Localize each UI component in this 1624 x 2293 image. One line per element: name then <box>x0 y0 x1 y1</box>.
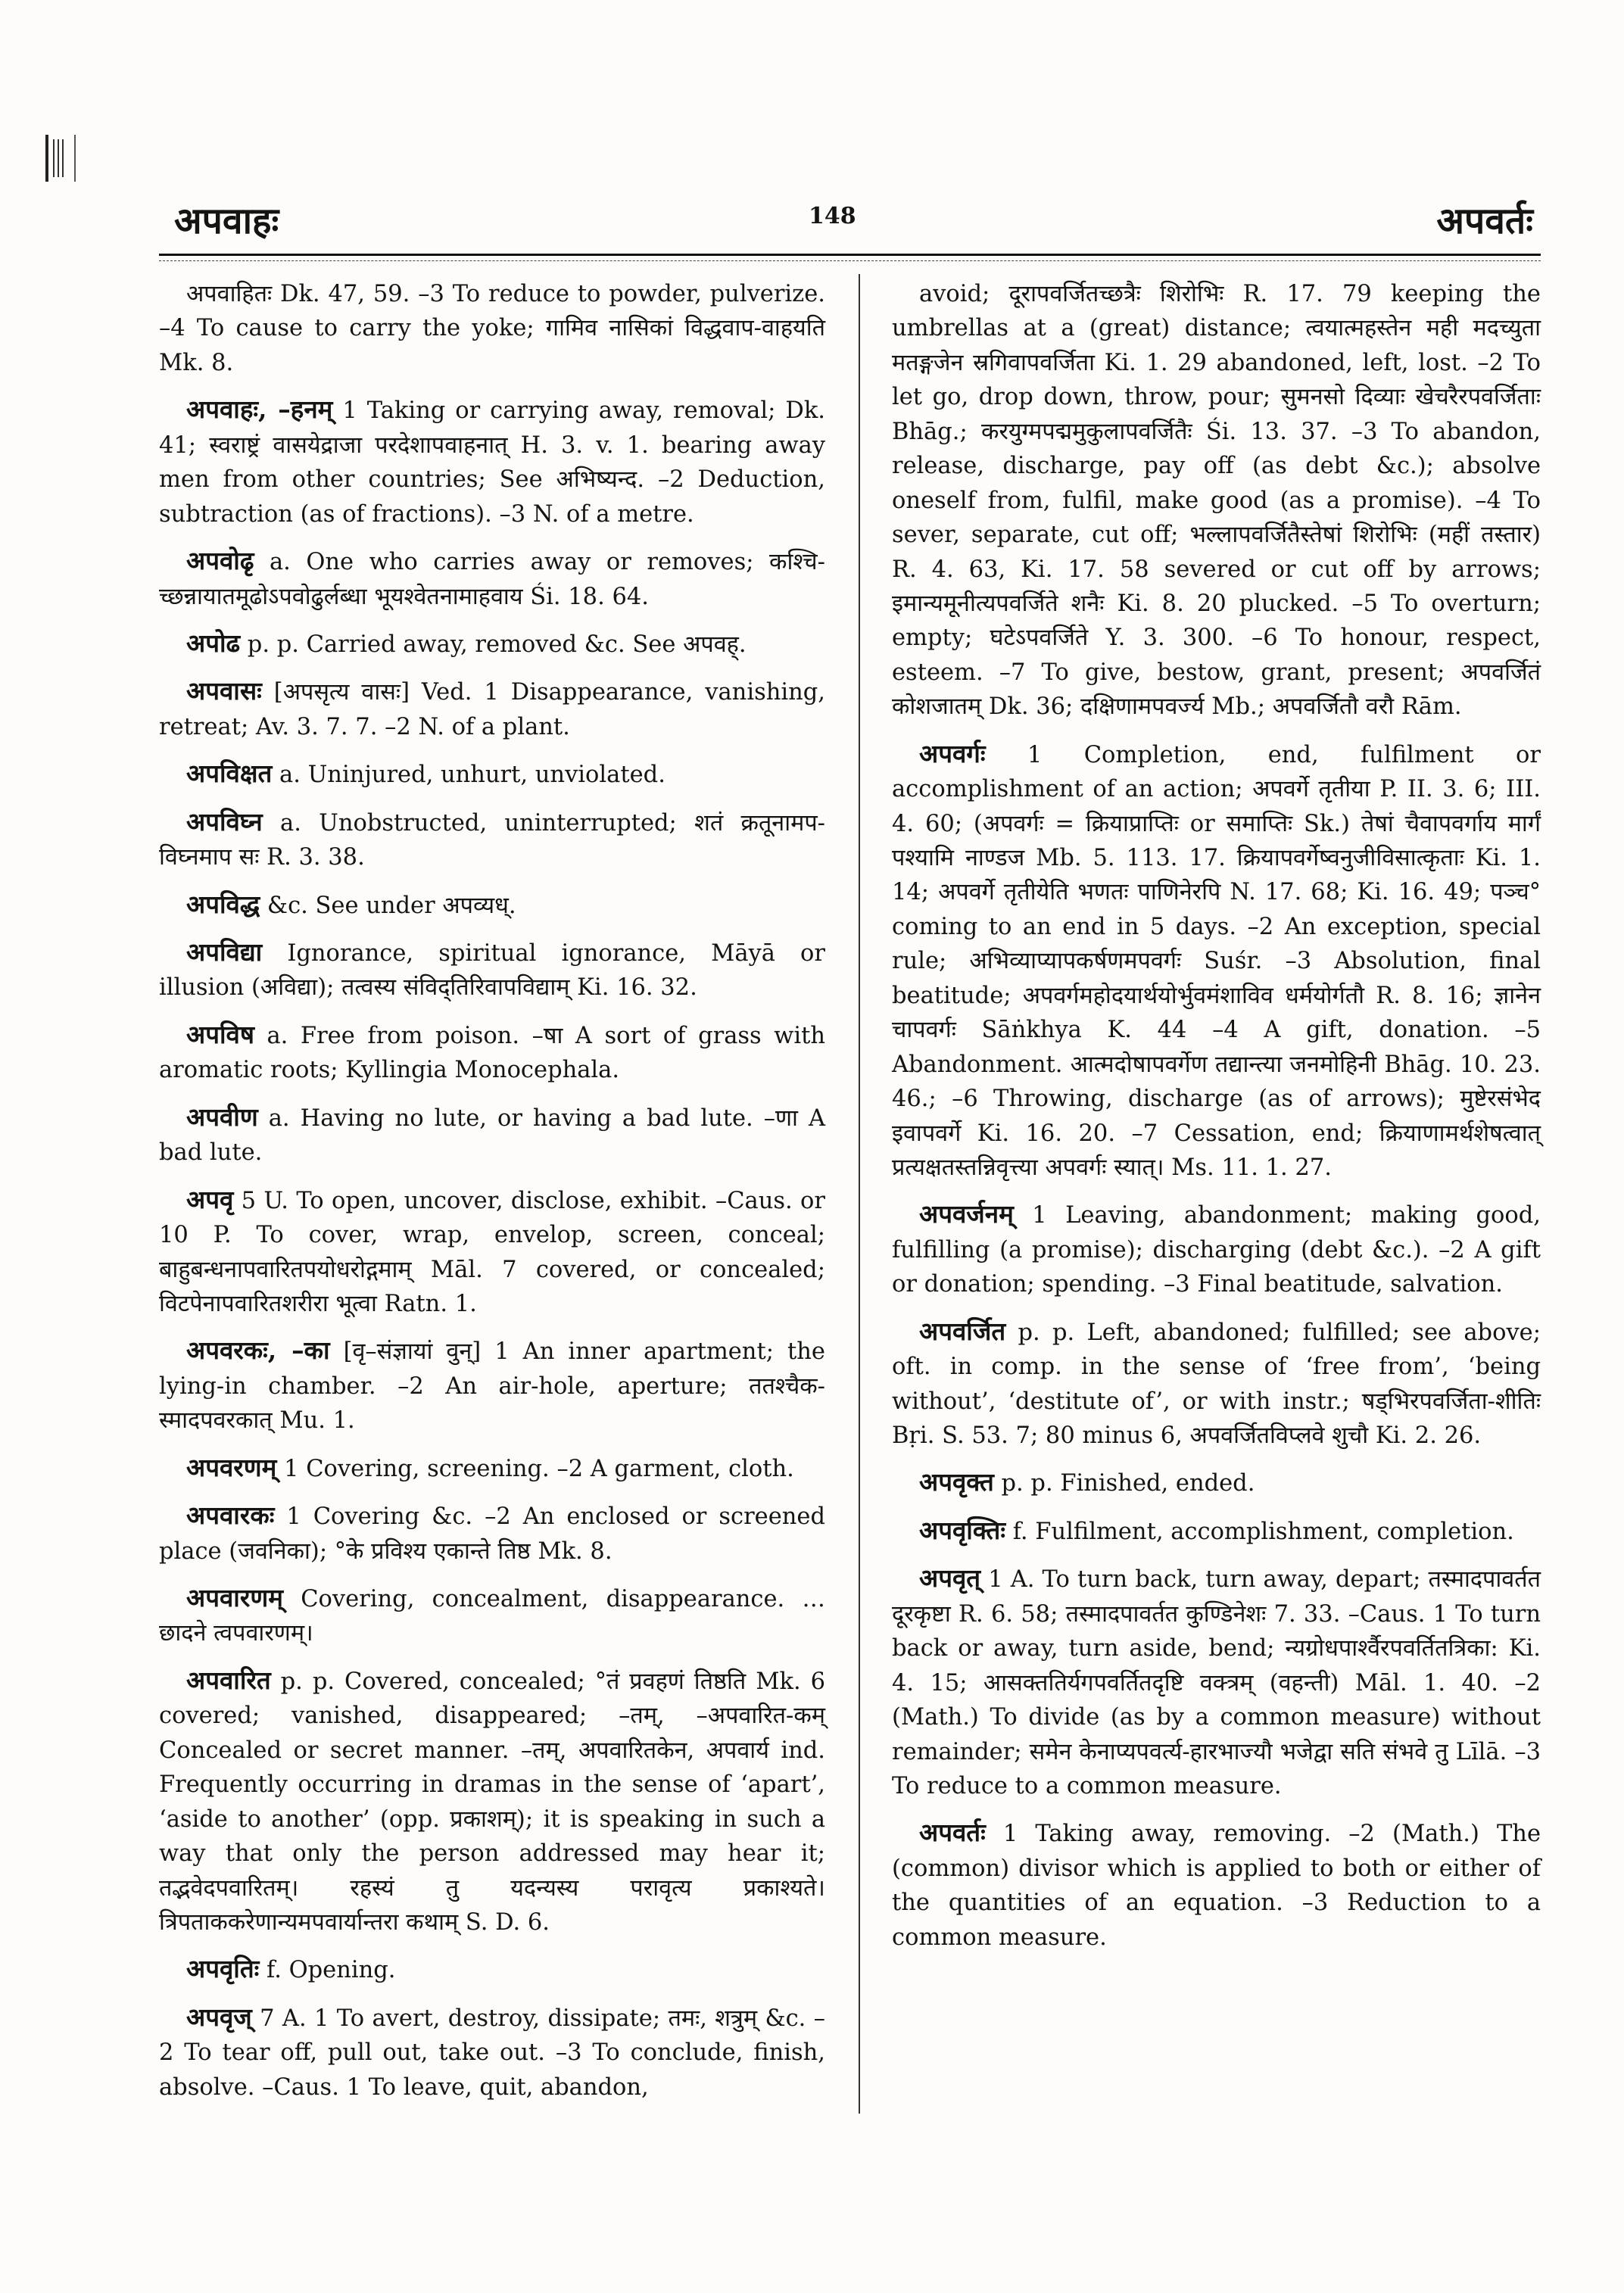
dictionary-entry <box>159 391 825 531</box>
entry-definition: p. p. Left, abandoned; fulfilled; see above; oft. in comp. in the sense of ‘free from’, ‘being without’, ‘destitute of’, or with instr.; षड्भिरपवर्जिता-शीतिः Bṛi. S. 53. 7; 80 minus 6, अपवर्जितविप्लवे शुचौ Ki. 2. 26. <box>892 1319 1541 1449</box>
entry-definition: Ignorance, spiritual ignorance, Māyā or illusion (अविद्या); तत्वस्य संविद्तिरिवापविद्याम् Ki. 16. 32. <box>159 940 825 1002</box>
dictionary-entry <box>159 1181 825 1322</box>
entry-definition: f. Opening. <box>259 1957 396 1984</box>
entry-definition: अपवाहितः Dk. 47, 59. –3 To reduce to powder, pulverize. –4 To cause to carry the yoke; गामिव नासिकां विद्धवाप-वाहयति Mk. 8. <box>159 281 825 376</box>
entry-headword: अपवृ <box>186 1184 234 1214</box>
entry-headword: अपवीण <box>186 1101 258 1132</box>
page-edge-mark <box>45 135 76 182</box>
entry-headword: अपवारणम् <box>186 1583 283 1612</box>
entry-headword: अपवासः <box>186 676 262 706</box>
entry-headword: अपविद्ध <box>186 889 260 919</box>
entry-headword: अपवर्तः <box>919 1818 986 1848</box>
entry-definition: a. Uninjured, unhurt, unviolated. <box>272 762 665 789</box>
dictionary-entry <box>892 1814 1541 1955</box>
entry-headword: अपविद्या <box>186 937 263 967</box>
entry-definition: &c. See under अपव्यध्. <box>260 892 516 919</box>
dictionary-entry <box>159 1098 825 1170</box>
dictionary-entry <box>159 803 825 875</box>
entry-headword: अपवर्जित <box>919 1316 1006 1346</box>
dictionary-entry <box>159 1999 825 2105</box>
dictionary-entry <box>159 672 825 744</box>
entry-definition: a. Unobstructed, uninterrupted; शतं क्रतूनामप-विघ्नमाप सः R. 3. 38. <box>159 809 825 871</box>
entry-headword: अपवर्गः <box>919 738 986 768</box>
dictionary-entry <box>159 755 825 792</box>
header-rule <box>159 254 1541 256</box>
entry-definition: p. p. Carried away, removed &c. See अपवह्. <box>240 631 747 658</box>
dictionary-entry <box>159 886 825 923</box>
dictionary-entry <box>159 1579 825 1651</box>
dictionary-entry <box>892 1195 1541 1301</box>
entry-headword: अपवारित <box>186 1665 271 1695</box>
column-divider <box>859 274 860 2114</box>
entry-definition: 1 A. To turn back, turn away, depart; तस्मादपावर्तत दूरकृष्टा R. 6. 58; तस्मादपावर्तत कुण्डिनेशः 7. 33. –Caus. 1 To turn back or away, turn aside, bend; न्यग्रोधपार्श्वैरपवर्तितत्रिका: Ki. 4. 15; आसक्ततिर्यगपवर्तितदृष्टि वक्त्रम् (वहन्ती) Māl. 1. 40. –2 (Math.) To divide (as by a common measure) without remainder; समेन केनाप्यपवर्त्य-हारभाज्यौ भजेद्वा सति संभवे तु Līlā. –3 To reduce to a common measure. <box>892 1566 1541 1799</box>
entry-definition: a. Free from poison. –षा A sort of grass with aromatic roots; Kyllingia Monocephala. <box>159 1022 825 1084</box>
entry-definition: a. Having no lute, or having a bad lute. –णा A bad lute. <box>159 1104 825 1167</box>
entry-headword: अपविघ्न <box>186 806 263 837</box>
entry-headword: अपवरकः, –का <box>186 1335 330 1366</box>
entry-definition: avoid; दूरापवर्जितच्छत्रैः शिरोभिः R. 17. 79 keeping the umbrellas at a (great) distance; त्वयात्महस्तेन मही मदच्युता मतङ्गजेन स्रगिवापवर्जिता Ki. 1. 29 abandoned, left, lost. –2 To let go, drop down, throw, pour; सुमनसो दिव्याः खेचरैरपवर्जिताः Bhāg.; करयुग्मपद्ममुकुलापवर्जितैः Śi. 13. 37. –3 To abandon, release, discharge, pay off (as debt &c.); absolve oneself from, fulfil, make good (as a promise). –4 To sever, separate, cut off; भल्लापवर्जितैस्तेषां शिरोभिः (महीं तस्तार) R. 4. 63, Ki. 17. 58 severed or cut off by arrows; इमान्यमूनीत्यपवर्जिते शनैः Ki. 8. 20 plucked. –5 To overturn; empty; घटेऽपवर्जिते Y. 3. 300. –6 To honour, respect, esteem. –7 To give, bestow, grant, present; अपवर्जितं कोशजातम् Dk. 36; दक्षिणामपवर्ज्य Mb.; अपवर्जितौ वरौ Rām. <box>892 281 1541 721</box>
entry-definition: 1 Covering, screening. –2 A garment, cloth. <box>276 1455 794 1482</box>
entry-definition: 1 Completion, end, fulfilment or accomplishment of an action; अपवर्गे तृतीया P. II. 3. 6; III. 4. 60; (अपवर्गः = क्रियाप्राप्तिः or समाप्तिः Sk.) तेषां चैवापवर्गाय मार्गं पश्यामि नाण्डज Mb. 5. 113. 17. क्रियापवर्गेष्वनुजीविसात्कृताः Ki. 1. 14; अपवर्गे तृतीयेति भणतः पाणिनेरपि N. 17. 68; Ki. 16. 49; पञ्च° coming to an end in 5 days. –2 An exception, special rule; अभिव्याप्यापकर्षणमपवर्गः Suśr. –3 Absolution, final beatitude; अपवर्गमहोदयार्थयोर्भुवमंशाविव धर्मयोर्गतौ R. 8. 16; ज्ञानेन चापवर्गः Sāṅkhya K. 44 –4 A gift, donation. –5 Abandonment. आत्मदोषापवर्गेण तद्यान्त्या जनमोहिनी Bhāg. 10. 23. 46.; –6 Throwing, discharge (as of arrows); मुष्टेरसंभेद इवापवर्गे Ki. 16. 20. –7 Cessation, end; क्रियाणामर्थशेषत्वात् प्रत्यक्षतस्तन्निवृत्त्या अपवर्गः स्यात्। Ms. 11. 1. 27. <box>892 741 1541 1181</box>
entry-headword: अपवोढृ <box>186 546 254 576</box>
entry-definition: [अपसृत्य वासः] Ved. 1 Disappearance, vanishing, retreat; Av. 3. 7. 7. –2 N. of a plant. <box>159 679 825 740</box>
dictionary-entry <box>159 625 825 662</box>
dictionary-entry <box>159 1332 825 1438</box>
entry-headword: अपवरणम् <box>186 1452 277 1482</box>
dictionary-entry <box>159 1449 825 1486</box>
dictionary-entry <box>159 1662 825 1940</box>
dictionary-entry <box>159 933 825 1005</box>
dictionary-entry <box>159 542 825 614</box>
entry-definition: 1 Leaving, abandonment; making good, fulfilling (a promise); discharging (debt &c.). –2 A gift or donation; spending. –3 Final beatitude, salvation. <box>892 1202 1541 1298</box>
entry-headword: अपवर्जनम् <box>919 1199 1014 1229</box>
entry-headword: अपविक्षत <box>186 759 273 789</box>
entry-definition: a. One who carries away or removes; कश्चि-च्छन्नायातमूढोऽपवोढुर्लब्धा भूयश्वेतनामाहवाय Śi. 18. 64. <box>159 549 825 610</box>
dictionary-entry <box>892 735 1541 1185</box>
entry-definition: Covering, concealment, disappearance. …छादने त्वपवारणम्। <box>159 1586 825 1647</box>
entry-definition: f. Fulfilment, accomplishment, completion. <box>1005 1518 1514 1545</box>
dictionary-entry <box>159 274 825 380</box>
entry-headword: अपोढ <box>186 628 241 658</box>
header-right-guideword: अपवर्तः <box>1436 200 1533 242</box>
entry-definition: [वृ–संज्ञायां वुन्] 1 An inner apartment; the lying-in chamber. –2 An air-hole, aperture; ततश्चैक-स्मादपवरकात् Mu. 1. <box>159 1338 825 1435</box>
right-column <box>892 274 1541 1965</box>
dictionary-entry <box>892 1463 1541 1500</box>
entry-definition: 1 Taking away, removing. –2 (Math.) The (common) divisor which is applied to both or either of the quantities of an equation. –3 Reduction to a common measure. <box>892 1821 1541 1951</box>
dictionary-entry <box>159 1950 825 1987</box>
left-column <box>159 274 825 2115</box>
entry-headword: अपवृक्त <box>919 1467 994 1497</box>
page-number: 148 <box>809 203 856 229</box>
header-left-guideword: अपवाहः <box>174 200 279 242</box>
entry-headword: अपविष <box>186 1019 254 1049</box>
entry-headword: अपवृत् <box>919 1563 981 1594</box>
dictionary-entry <box>892 1559 1541 1803</box>
dictionary-entry <box>892 1512 1541 1549</box>
entry-headword: अपवृतिः <box>186 1954 260 1984</box>
entry-definition: 1 Covering &c. –2 An enclosed or screened place (जवनिका); °के प्रविश्य एकान्ते तिष्ठ Mk. 8. <box>159 1503 825 1565</box>
header-rule-dashed <box>159 260 1541 261</box>
dictionary-entry <box>892 1313 1541 1453</box>
entry-headword: अपवृज् <box>186 2002 252 2032</box>
dictionary-entry <box>892 274 1541 724</box>
entry-headword: अपवृक्तिः <box>919 1515 1006 1545</box>
entry-definition: 1 Taking or carrying away, removal; Dk. 41; स्वराष्ट्रं वासयेद्राजा परदेशापवाहनात् H. 3. v. 1. bearing away men from other countries; See अभिष्यन्द. –2 Deduction, subtraction (as of fractions). –3 N. of a metre. <box>159 397 825 528</box>
entry-definition: p. p. Finished, ended. <box>993 1470 1255 1497</box>
entry-headword: अपवारकः <box>186 1500 275 1531</box>
dictionary-entry <box>159 1016 825 1088</box>
entry-definition: 7 A. 1 To avert, destroy, dissipate; तमः, शत्रुम् &c. –2 To tear off, pull out, take out. –3 To conclude, finish, absolve. –Caus. 1 To leave, quit, abandon, <box>159 2005 825 2101</box>
entry-definition: p. p. Covered, concealed; °तं प्रवहणं तिष्ठति Mk. 6 covered; vanished, disappeared; –तम्, –अपवारित-कम् Concealed or secret manner. –तम्, अपवारितकेन, अपवार्य ind. Frequently occurring in dramas in the sense of ‘apart’, ‘aside to another’ (opp. प्रकाशम्); it is speaking in such a way that only the person addressed may hear it; तद्भवेदपवारितम्। रहस्यं तु यदन्यस्य परावृत्य प्रकाश्यते। त्रिपताककरेणान्यमपवार्यान्तरा कथाम् S. D. 6. <box>159 1668 825 1936</box>
entry-definition: 5 U. To open, uncover, disclose, exhibit. –Caus. or 10 P. To cover, wrap, envelop, screen, conceal; बाहुबन्धनापवारितपयोधरोद्गमाम् Māl. 7 covered, or concealed; विटपेनापवारितशरीरा भूत्वा Ratn. 1. <box>159 1187 825 1317</box>
dictionary-entry <box>159 1497 825 1569</box>
entry-headword: अपवाहः, –हनम् <box>186 394 333 425</box>
